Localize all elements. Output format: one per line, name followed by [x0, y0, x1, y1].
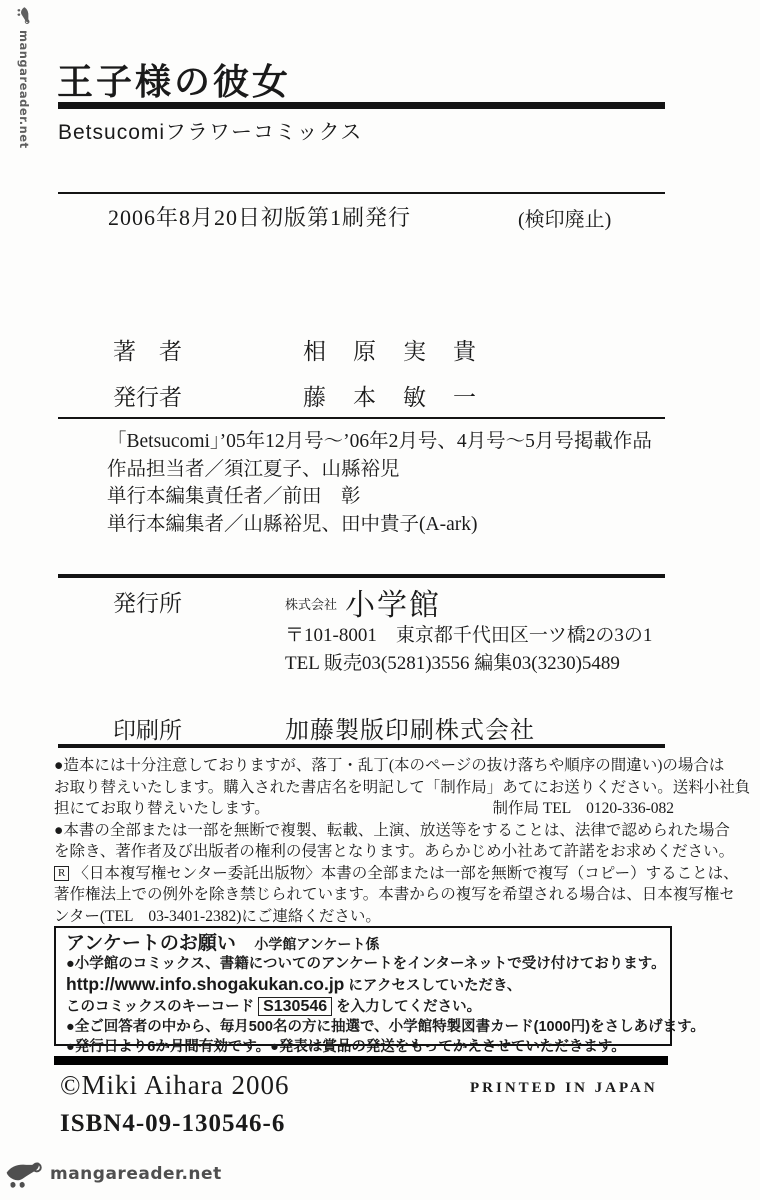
printer-name: 加藤製版印刷株式会社	[285, 718, 535, 744]
author-label: 著 者	[113, 339, 182, 364]
legal-notices	[54, 755, 751, 927]
publisher-rule-top	[58, 574, 665, 578]
keycode-suffix: を入力してください。	[336, 999, 482, 1015]
serialization-line: 作品担当者／須江夏子、山縣裕児	[107, 458, 400, 480]
company-type-prefix: 株式会社	[285, 597, 338, 612]
legal-line: ンター(TEL 03-3401-2382)にご連絡ください。	[54, 907, 381, 925]
publisher-person-label: 発行者	[113, 385, 182, 410]
legal-line: 著作権法上での例外を除き禁じられています。本書からの複写を希望される場合は、日本複写権セ	[54, 886, 735, 903]
book-title: 王子様の彼女	[57, 61, 292, 102]
survey-line: ●全ご回答者の中から、毎月500名の方に抽選で、小学館特製図書カード(1000円)をさしあげます。	[66, 1019, 705, 1035]
publisher-person-name: 藤 本 敏 一	[303, 385, 478, 410]
publisher-address: 〒101-8001 東京都千代田区一ツ橋2の3の1	[285, 625, 653, 646]
legal-line-text: 〈日本複写権センター委託出版物〉本書の全部または一部を無断で複写（コピー）することは、	[73, 864, 739, 882]
credits-rule-bottom	[58, 417, 665, 419]
legal-line-left: 担にてお取り替えいたします。	[54, 800, 270, 817]
publishing-house-label: 発行所	[113, 591, 182, 616]
inspection-stamp-note: (検印廃止)	[518, 209, 612, 231]
legal-line: を除き、著作者及び出版者の権利の侵害となります。あらかじめ小社あて許諾をお求めください。	[54, 843, 735, 860]
legal-line: ●本書の全部または一部を無断で複製、転載、上演、放送等をすることは、法律で認められた場合	[54, 821, 730, 839]
legal-line: ●造本には十分注意しておりますが、落丁・乱丁(本のページの抜け落ちや順序の間違い)の場合は	[54, 757, 725, 774]
survey-title: アンケートのお願い	[66, 933, 236, 954]
survey-department: 小学館アンケート係	[254, 936, 380, 952]
survey-line: ●発行日より6か月間有効です。●発表は賞品の発送をもってかえさせていただきます。	[66, 1039, 626, 1055]
survey-header	[66, 934, 660, 954]
publisher-phone: TEL 販売03(5281)3556 編集03(3230)5489	[285, 653, 620, 674]
watermark-bottom	[4, 1158, 222, 1190]
survey-request-box	[54, 926, 705, 1055]
serialization-line: 単行本編集者／山縣裕児、田中貴子(A-ark)	[107, 513, 478, 535]
survey-url-line	[66, 975, 660, 996]
publishing-house-name	[285, 580, 441, 624]
keycode-prefix: このコミックスのキーコード	[66, 999, 255, 1015]
paw-icon	[16, 6, 32, 26]
isbn-number: ISBN4-09-130546-6	[60, 1110, 286, 1137]
serialization-block	[107, 428, 652, 538]
paw-icon	[4, 1158, 46, 1190]
copyright-notice: ©Miki Aihara 2006	[60, 1070, 290, 1100]
title-rule	[58, 102, 665, 109]
footer-bar	[54, 1056, 668, 1065]
survey-keycode-line	[66, 997, 660, 1017]
printer-label: 印刷所	[113, 718, 182, 743]
printer-rule-bottom	[58, 744, 665, 748]
survey-line: ●小学館のコミックス、書籍についてのアンケートをインターネットで受け付けております。	[66, 956, 666, 972]
company-name: 小学館	[345, 589, 442, 622]
watermark-site-label: mangareader.net	[17, 30, 31, 149]
imprint-line: Betsucomiフラワーコミックス	[58, 121, 363, 144]
edition-date: 2006年8月20日初版第1刷発行	[108, 205, 412, 230]
serialization-line: 単行本編集責任者／前田 彰	[107, 486, 361, 507]
watermark-site-label: mangareader.net	[50, 1164, 222, 1184]
legal-line-split	[54, 798, 674, 820]
author-name: 相 原 実 貴	[303, 339, 478, 364]
production-bureau-phone: 制作局 TEL 0120-336-082	[492, 800, 674, 817]
serialization-line: 「Betsucomi」’05年12月号～’06年2月号、4月号～5月号掲載作品	[107, 431, 652, 452]
keycode-value: S130546	[258, 997, 332, 1016]
edition-rule-top	[58, 192, 665, 194]
survey-url-suffix: にアクセスしていただき、	[344, 978, 522, 994]
legal-line: お取り替えいたします。購入された書店名を明記して「制作局」あてにお送りください。送料小社負	[54, 778, 751, 796]
printed-in-japan: PRINTED IN JAPAN	[470, 1080, 658, 1096]
watermark-top	[16, 6, 32, 149]
boxed-r-mark: R	[54, 866, 69, 881]
legal-line-rmark	[54, 863, 739, 885]
survey-url: http://www.info.shogakukan.co.jp	[66, 974, 345, 994]
